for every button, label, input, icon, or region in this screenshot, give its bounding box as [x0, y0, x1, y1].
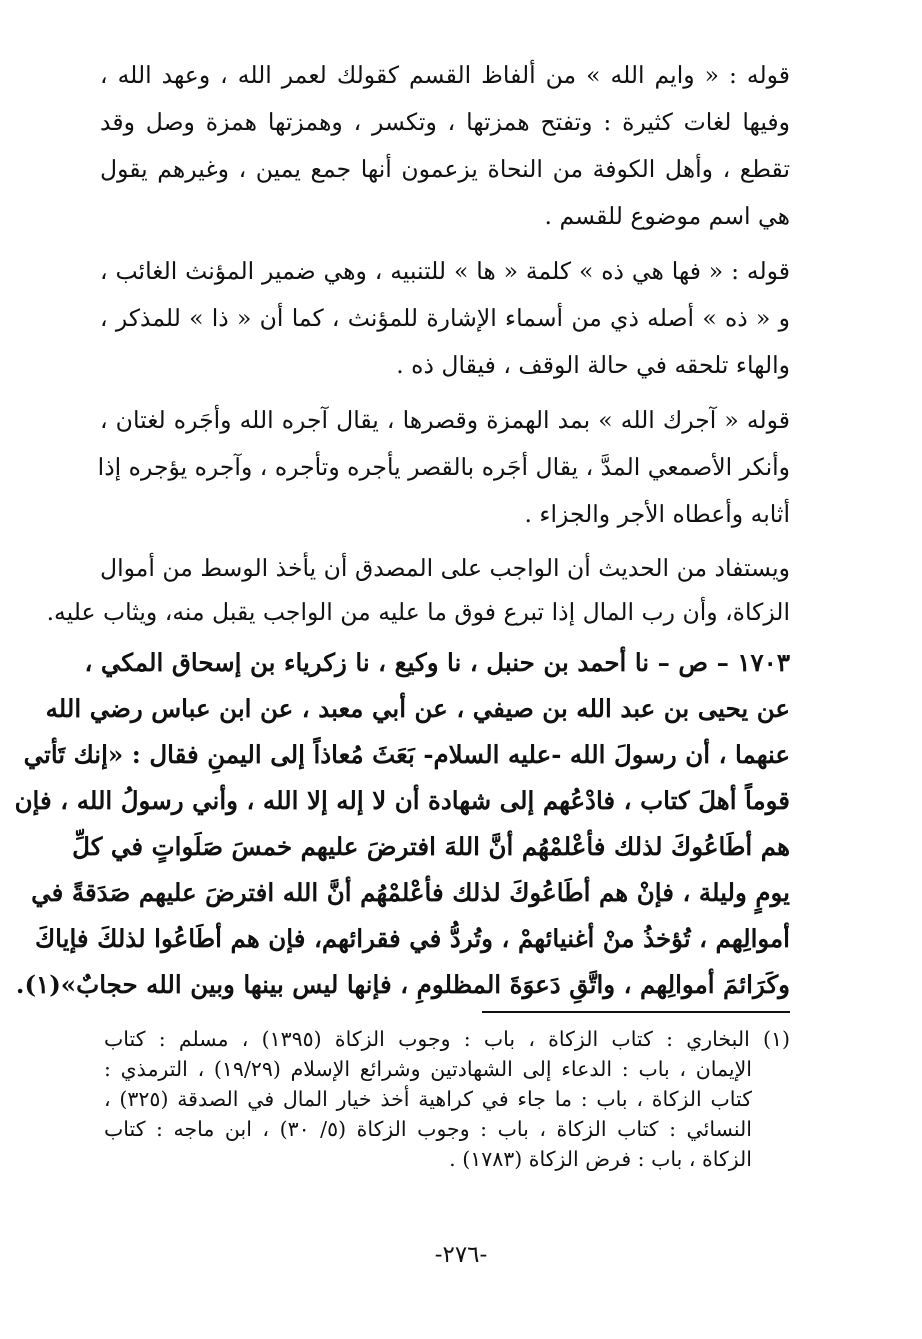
- hadith-line: ١٧٠٣ – ص – نا أحمد بن حنبل ، نا وكيع ، نا زكرياء بن إسحاق المكي ،: [84, 648, 790, 677]
- footnote-line: الإيمان ، باب : الدعاء إلى الشهادتين وشرائع الإسلام (١٩/٢٩) ، الترمذي :: [104, 1057, 752, 1081]
- text-line: الزكاة، وأن رب المال إذا تبرع فوق ما عليه من الواجب يقبل منه، ويثاب عليه.: [46, 598, 790, 626]
- footnote-line: (١) البخاري : كتاب الزكاة ، باب : وجوب الزكاة (١٣٩٥) ، مسلم : كتاب: [104, 1027, 791, 1051]
- hadith-1703: [14, 640, 790, 1008]
- footnote-line: كتاب الزكاة ، باب : ما جاء في كراهية أخذ خيار المال في الصدقة (٣٢٥) ،: [104, 1087, 753, 1111]
- text-line: قوله « آجرك الله » بمد الهمزة وقصرها ، يقال آجره الله وأجَره لغتان ،: [100, 406, 790, 434]
- hadith-line: وكَرَائمَ أموالِهم ، واتَّقِ دَعوَةَ المظلومِ ، فإنها ليس بينها وبين الله حجابٌ»(١).: [15, 970, 790, 999]
- text-line: تقطع ، وأهل الكوفة من النحاة يزعمون أنها جمع يمين ، وغيرهم يقول: [100, 155, 790, 183]
- text-line: و « ذه » أصله ذي من أسماء الإشارة للمؤنث ، كما أن « ذا » للمذكر ،: [100, 304, 790, 332]
- hadith-line: عن يحيى بن عبد الله بن صيفي ، عن أبي معبد ، عن ابن عباس رضي الله: [45, 694, 790, 723]
- hadith-line: أموالِهم ، تُؤخذُ منْ أغنيائهمْ ، وتُردُّ في فقرائهم، فإن هم أطَاعُوا لذلكَ فإياكَ: [34, 924, 790, 953]
- paragraph-wayim-allah: [100, 52, 790, 240]
- text-line: قوله : « فها هي ذه » كلمة « ها » للتنبيه ، وهي ضمير المؤنث الغائب ،: [100, 257, 790, 285]
- paragraph-faha-hiya-dhih: [100, 248, 790, 389]
- footnote-line: الزكاة ، باب : فرض الزكاة (١٧٨٣) .: [449, 1147, 752, 1171]
- page-number: -٢٧٦-: [434, 1242, 488, 1268]
- paragraph-ajaraka-allah: [97, 397, 790, 538]
- hadith-line: هم أطَاعُوكَ لذلك فأعْلمْهُم أنَّ اللهَ افترضَ عليهم خمسَ صَلَواتٍ في كلِّ: [72, 832, 790, 861]
- footnote-separator: [482, 1011, 790, 1013]
- text-line: أثابه وأعطاه الأجر والجزاء .: [524, 500, 790, 528]
- text-line: والهاء تلحقه في حالة الوقف ، فيقال ذه .: [396, 351, 790, 379]
- hadith-line: قوماً أهلَ كتاب ، فادْعُهم إلى شهادة أن لا إله إلا الله ، وأني رسولُ الله ، فإن: [14, 786, 790, 815]
- page-body: [14, 52, 790, 1008]
- text-line: قوله : « وايم الله » من ألفاظ القسم كقولك لعمر الله ، وعهد الله ،: [100, 61, 790, 89]
- footnotes: [104, 1024, 790, 1174]
- paragraph-benefit: [46, 546, 790, 634]
- hadith-line: عنهما ، أن رسولَ الله -عليه السلام- بَعَثَ مُعاذاً إلى اليمنِ فقال : «إنك تَأتي: [23, 740, 790, 769]
- hadith-line: يومٍ وليلة ، فإنْ هم أطَاعُوكَ لذلك فأعْلمْهُم أنَّ الله افترضَ عليهم صَدَقةً في: [31, 878, 790, 907]
- text-line: هي اسم موضوع للقسم .: [544, 202, 790, 230]
- text-line: وأنكر الأصمعي المدَّ ، يقال أجَره بالقصر يأجره وتأجره ، وآجره يؤجره إذا: [97, 453, 790, 481]
- text-line: ويستفاد من الحديث أن الواجب على المصدق أن يأخذ الوسط من أموال: [100, 554, 790, 582]
- footnote-line: النسائي : كتاب الزكاة ، باب : وجوب الزكاة (٥/ ٣٠) ، ابن ماجه : كتاب: [104, 1117, 752, 1141]
- text-line: وفيها لغات كثيرة : وتفتح همزتها ، وتكسر ، وهمزتها همزة وصل وقد: [100, 108, 790, 136]
